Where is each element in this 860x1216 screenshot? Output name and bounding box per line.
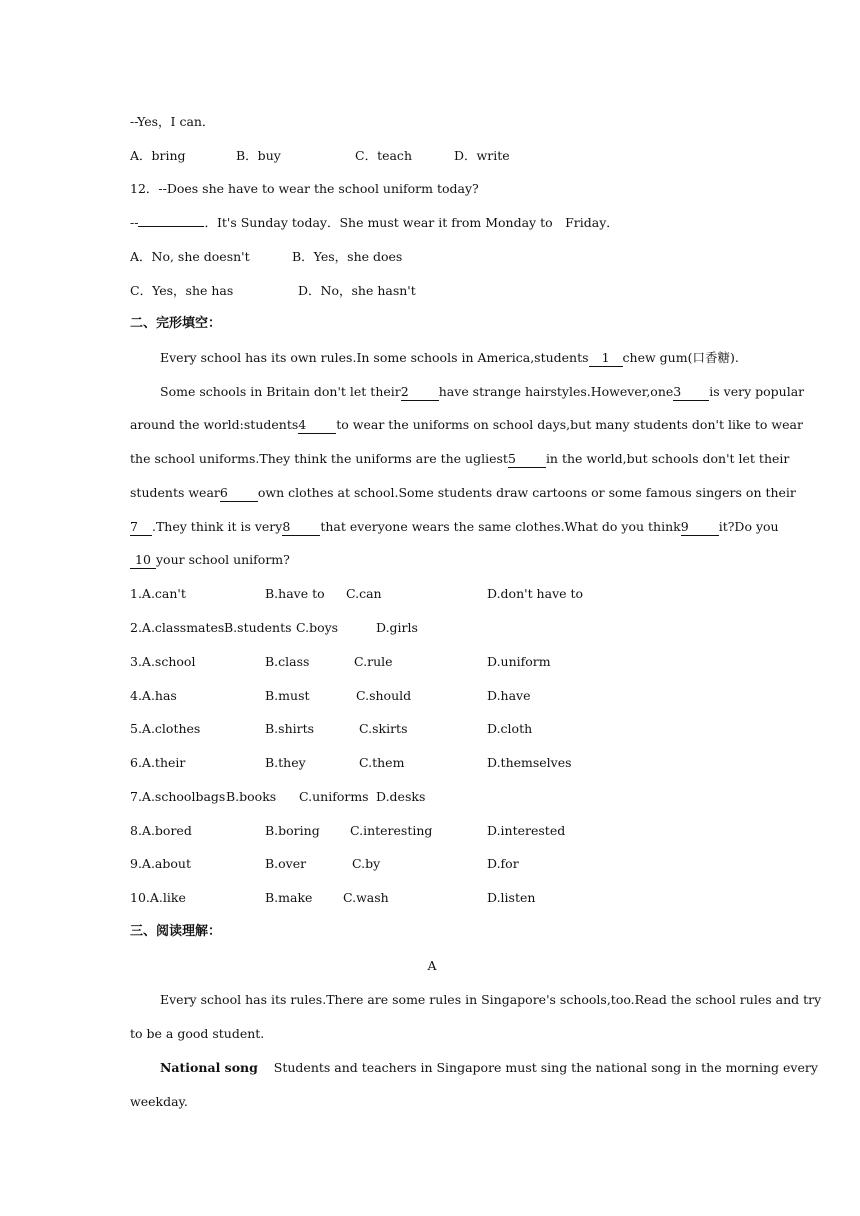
cloze-option-row-2 bbox=[130, 618, 734, 638]
option-c: C.them bbox=[359, 755, 405, 770]
cloze-blank-7: 7 bbox=[130, 519, 152, 536]
cloze-p2-line5 bbox=[130, 517, 779, 537]
q12-option-c: C．Yes，she has bbox=[130, 283, 234, 298]
option-d: D.listen bbox=[487, 890, 536, 905]
rule1-line1 bbox=[160, 1058, 818, 1078]
cloze-blank-2: 2 bbox=[401, 384, 439, 401]
reading-intro-line2: to be a good student. bbox=[130, 1026, 265, 1041]
cloze-option-row-6 bbox=[130, 753, 734, 773]
rule1-text: Students and teachers in Singapore must sing the national song in the morning every bbox=[273, 1060, 818, 1075]
option-d: D.have bbox=[487, 688, 531, 703]
q11-option-c: C．teach bbox=[355, 148, 412, 163]
cloze-p2-line3 bbox=[130, 449, 790, 469]
q12-option-a: A．No, she doesn't bbox=[130, 249, 250, 264]
q12-option-d: D．No，she hasn't bbox=[298, 283, 416, 298]
q11-answer: --Yes，I can． bbox=[130, 114, 215, 129]
option-c: C.should bbox=[356, 688, 412, 703]
cloze-blank-3: 3 bbox=[673, 384, 709, 401]
option-b: B.must bbox=[265, 688, 310, 703]
cloze-text: chew gum(口香糖). bbox=[622, 350, 739, 365]
option-d: D.desks bbox=[376, 789, 426, 804]
cloze-text: it?Do you bbox=[718, 519, 779, 534]
option-c: C.wash bbox=[343, 890, 389, 905]
option-d: D.girls bbox=[376, 620, 418, 635]
cloze-blank-5: 5 bbox=[508, 451, 546, 468]
option-a: 8.A.bored bbox=[130, 823, 192, 838]
reading-intro-line1: Every school has its rules.There are some rules in Singapore's schools,too.Read the school rules and try bbox=[160, 992, 822, 1007]
cloze-option-row-5 bbox=[130, 719, 734, 739]
cloze-option-row-9 bbox=[130, 854, 734, 874]
option-a: 2.A.classmates bbox=[130, 620, 225, 635]
option-d: D.cloth bbox=[487, 721, 533, 736]
cloze-p2-line1 bbox=[160, 382, 805, 402]
option-a: 1.A.can't bbox=[130, 586, 186, 601]
cloze-text: your school uniform? bbox=[156, 552, 290, 567]
option-c: C.rule bbox=[354, 654, 393, 669]
option-b: B.students bbox=[224, 620, 292, 635]
cloze-text: .They think it is very bbox=[152, 519, 283, 534]
q12-options-row1 bbox=[130, 247, 734, 267]
option-c: C.interesting bbox=[350, 823, 433, 838]
section2-title: 二、完形填空： bbox=[130, 316, 222, 331]
cloze-p1 bbox=[160, 348, 739, 368]
option-b: B.shirts bbox=[265, 721, 315, 736]
option-a: 3.A.school bbox=[130, 654, 196, 669]
q11-option-b: B．buy bbox=[236, 148, 281, 163]
option-a: 7.A.schoolbags bbox=[130, 789, 226, 804]
cloze-blank-9: 9 bbox=[681, 519, 719, 536]
cloze-option-row-8 bbox=[130, 821, 734, 841]
cloze-text: to wear the uniforms on school days,but many students don't like to wear bbox=[336, 417, 803, 432]
cloze-option-row-3 bbox=[130, 652, 734, 672]
cloze-text: that everyone wears the same clothes.What do you think bbox=[320, 519, 681, 534]
option-a: 6.A.their bbox=[130, 755, 186, 770]
option-b: B.boring bbox=[265, 823, 320, 838]
cloze-text: students wear bbox=[130, 485, 220, 500]
q11-option-a: A．bring bbox=[130, 148, 186, 163]
cloze-text: in the world,but schools don't let their bbox=[545, 451, 790, 466]
option-a: 10.A.like bbox=[130, 890, 186, 905]
option-b: B.over bbox=[265, 856, 307, 871]
option-a: 4.A.has bbox=[130, 688, 177, 703]
cloze-text: around the world:students bbox=[130, 417, 299, 432]
option-b: B.class bbox=[265, 654, 310, 669]
q12-answer-rest: ．It's Sunday today．She must wear it from Monday to Friday． bbox=[204, 215, 619, 230]
option-a: 5.A.clothes bbox=[130, 721, 201, 736]
cloze-text: Some schools in Britain don't let their bbox=[160, 384, 401, 399]
cloze-text: Every school has its own rules.In some schools in America,students bbox=[160, 350, 589, 365]
option-c: C.by bbox=[352, 856, 381, 871]
option-d: D.for bbox=[487, 856, 519, 871]
option-b: B.they bbox=[265, 755, 306, 770]
cloze-p2-line6 bbox=[130, 550, 734, 570]
q12-answer-blank bbox=[138, 226, 204, 227]
q12-answer-line bbox=[130, 213, 734, 233]
cloze-blank-4: 4 bbox=[298, 417, 336, 434]
option-c: C.uniforms bbox=[299, 789, 369, 804]
cloze-option-row-1 bbox=[130, 584, 734, 604]
rule1-title: National song bbox=[160, 1060, 258, 1075]
option-c: C.skirts bbox=[359, 721, 408, 736]
q12-options-row2 bbox=[130, 281, 734, 301]
q11-option-d: D．write bbox=[454, 148, 510, 163]
cloze-option-row-7 bbox=[130, 787, 734, 807]
cloze-option-row-4 bbox=[130, 686, 734, 706]
cloze-blank-8: 8 bbox=[282, 519, 320, 536]
cloze-text: own clothes at school.Some students draw cartoons or some famous singers on their bbox=[257, 485, 796, 500]
q12-question: 12．--Does she have to wear the school uniform today? bbox=[130, 181, 479, 196]
cloze-blank-1: 1 bbox=[589, 350, 623, 367]
option-c: C.can bbox=[346, 586, 382, 601]
cloze-text: the school uniforms.They think the uniforms are the ugliest bbox=[130, 451, 508, 466]
cloze-text: have strange hairstyles.However,one bbox=[438, 384, 674, 399]
option-d: D.themselves bbox=[487, 755, 572, 770]
option-c: C.boys bbox=[296, 620, 339, 635]
q12-option-b: B．Yes，she does bbox=[292, 249, 403, 264]
option-a: 9.A.about bbox=[130, 856, 191, 871]
cloze-p2-line2 bbox=[130, 415, 803, 435]
option-d: D.interested bbox=[487, 823, 566, 838]
option-d: D.uniform bbox=[487, 654, 551, 669]
option-d: D.don't have to bbox=[487, 586, 584, 601]
cloze-option-row-10 bbox=[130, 888, 734, 908]
q11-options bbox=[130, 146, 734, 166]
option-b: B.books bbox=[226, 789, 277, 804]
cloze-blank-10: 10 bbox=[130, 552, 156, 569]
rule1-line2: weekday. bbox=[130, 1094, 188, 1109]
section3-title: 三、阅读理解： bbox=[130, 924, 222, 939]
passage-label: A bbox=[427, 958, 437, 973]
cloze-p2-line4 bbox=[130, 483, 796, 503]
cloze-blank-6: 6 bbox=[220, 485, 258, 502]
option-b: B.have to bbox=[265, 586, 325, 601]
q12-answer-prefix: -- bbox=[130, 215, 139, 230]
cloze-text: is very popular bbox=[709, 384, 805, 399]
option-b: B.make bbox=[265, 890, 313, 905]
